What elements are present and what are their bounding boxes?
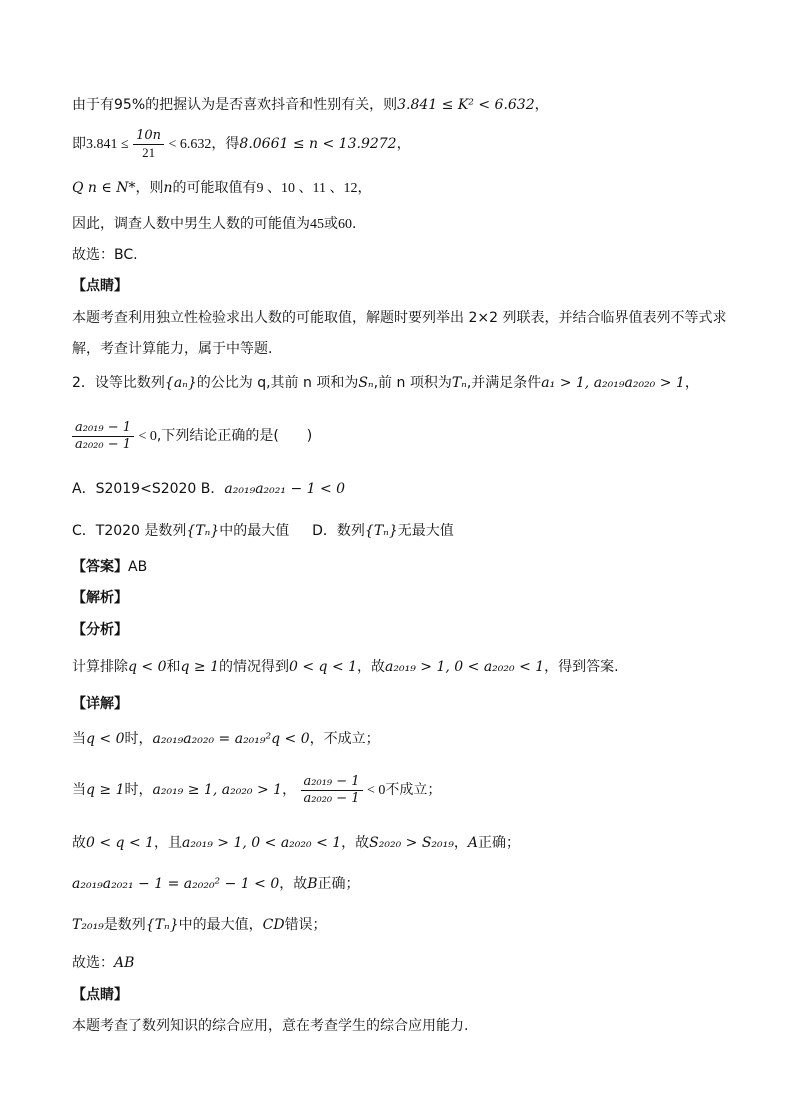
solution-line-4 [72,213,356,236]
text: ，得到答案. [544,659,619,675]
math: q ≥ 1 [86,782,125,798]
option-c-d [72,520,454,542]
sequence-tn: {Tₙ} [145,917,179,933]
option-b-label: B． [200,481,225,497]
section-heading-dianjing-2: 【点睛】 [72,987,128,1003]
math-values: 9 、10 、11 、12 [256,181,358,196]
sequence-tn: {Tₙ} [364,523,398,539]
text: 的情况得到 [219,659,289,675]
section-heading-jiexi: 【解析】 [72,590,128,606]
text: 2．设等比数列 [72,375,165,391]
section-heading-fenxi: 【分析】 [72,622,128,638]
fraction-numerator: a₂₀₁₉ − 1 [72,420,134,437]
inequality-k2: 3.841 ≤ K² < 6.632 [397,97,535,113]
option-a: A．S2019<S2020 [72,481,197,497]
text: ， [453,835,468,851]
text: 或 [324,216,338,232]
text: 中的最大值 [219,523,290,539]
text: ，且 [154,835,183,851]
fraction-numerator: 10n [133,128,164,145]
math: < 0 [367,783,386,798]
solution-line-3 [72,177,371,200]
text: ， [282,782,297,798]
detail-line-1 [72,728,380,750]
question-2-line-2 [72,416,312,457]
text: 是数列 [103,917,146,933]
math: < 0 [138,429,157,444]
text: 正确； [317,876,360,892]
detail-line-4 [72,873,360,895]
section-heading-dianjing: 【点睛】 [72,278,128,294]
detail-line-3 [72,832,520,854]
math: Q n ∈ N* [72,180,136,196]
text: 的可能取值有 [172,180,257,196]
sequence-an: {aₙ} [164,375,197,391]
text: ，故 [341,835,370,851]
math: a₂₀₁₉a₂₀₂₁ − 1 = a₂₀₂₀² − 1 < 0 [72,876,280,892]
fraction-numerator: a₂₀₁₉ − 1 [301,774,363,791]
text: ， [684,375,699,391]
text: 不成立； [385,782,442,798]
text: ,下列结论正确的是( ) [156,428,313,444]
math: CD [262,917,285,933]
analysis-line [72,656,619,678]
detail-line-6 [72,952,134,974]
math: a₂₀₁₉a₂₀₂₀ = a₂₀₁₉²q < 0 [152,731,310,747]
text: 因此，调查人数中男生人数的可能值为 [72,216,310,232]
math: q < 0 [128,659,167,675]
comment-line-2: 解，考查计算能力，属于中等题. [72,341,273,357]
question-2-line-1 [72,372,699,394]
text: ,并满足条件 [466,375,542,391]
math: 0 < q < 1 [289,659,358,675]
text: 中的最大值， [178,917,263,933]
answer-line [72,556,147,578]
option-b-math: a₂₀₁₉a₂₀₂₁ − 1 < 0 [224,481,346,497]
option-a-b [72,478,345,500]
math: < 6.632 [168,137,212,152]
text: 故选： [72,955,114,971]
text: ， [357,180,372,196]
math: a₂₀₁₉ > 1, 0 < a₂₀₂₀ < 1 [385,659,545,675]
sequence-tn: {Tₙ} [186,523,220,539]
detail-line-5 [72,914,327,936]
math: A [467,835,478,851]
math: B [307,876,318,892]
math: a₂₀₁₉ ≥ 1, a₂₀₂₀ > 1 [152,782,283,798]
text: 计算排除 [72,659,128,675]
text: 当 [72,731,86,747]
fraction-denominator: a₂₀₂₀ − 1 [303,790,360,806]
text: 正确； [478,835,520,851]
text: ，得 [211,136,240,152]
text: ，则 [135,180,164,196]
value: 45 [310,217,324,232]
fraction-10n-21 [133,128,164,161]
section-heading-xiangjie: 【详解】 [72,696,128,712]
text: 时， [124,731,153,747]
fraction-condition [72,420,134,453]
math: 0 < q < 1 [86,835,155,851]
detail-line-2 [72,770,441,811]
math: q < 0 [86,731,125,747]
text: C．T2020 是数列 [72,523,187,539]
text: . [352,216,357,232]
text: 错误； [284,917,327,933]
solution-line-2 [72,126,411,163]
text: ,前 n 项积为 [373,375,452,391]
math: S₂₀₂₀ > S₂₀₁₉ [369,835,454,851]
math: q ≥ 1 [180,659,219,675]
comment-line-1: 本题考查利用独立性检验求出人数的可能取值，解题时要列举出 2×2 列联表，并结合临界值表列不等式求 [72,310,727,326]
math: 3.841 ≤ [86,137,129,152]
answer-label: 【答案】 [72,559,128,575]
math: n [163,180,173,196]
text: 即 [72,136,86,152]
text: ，不成立； [309,731,380,747]
text: ，故 [279,876,308,892]
math-condition: a₁ > 1, a₂₀₁₉a₂₀₂₀ > 1 [541,375,685,391]
text: 和 [166,659,181,675]
math: Tₙ [451,375,467,391]
text: ， [534,97,549,113]
text: ， [396,136,411,152]
solution-line-1 [72,94,549,116]
math: a₂₀₁₉ > 1, 0 < a₂₀₂₀ < 1 [182,835,342,851]
solution-choice: 故选：BC. [72,247,138,263]
fraction-condition [301,774,363,807]
text: 无最大值 [397,523,454,539]
text: ，故 [357,659,386,675]
answer-value: AB [128,559,148,575]
math: Sₙ [358,375,374,391]
text: D．数列 [312,523,365,539]
comment-final: 本题考查了数列知识的综合应用，意在考查学生的综合应用能力. [72,1018,469,1034]
text: 的公比为 q,其前 n 项和为 [196,375,359,391]
fraction-denominator: 21 [142,144,156,160]
text: 当 [72,782,86,798]
math: T₂₀₁₉ [72,917,104,933]
fraction-denominator: a₂₀₂₀ − 1 [75,436,132,452]
math: AB [114,955,135,971]
value: 60 [338,217,352,232]
math-range: 8.0661 ≤ n < 13.9272 [239,136,397,152]
text: 时， [124,782,153,798]
text: 由于有95%的把握认为是否喜欢抖音和性别有关，则 [72,97,398,113]
text: 故 [72,835,86,851]
